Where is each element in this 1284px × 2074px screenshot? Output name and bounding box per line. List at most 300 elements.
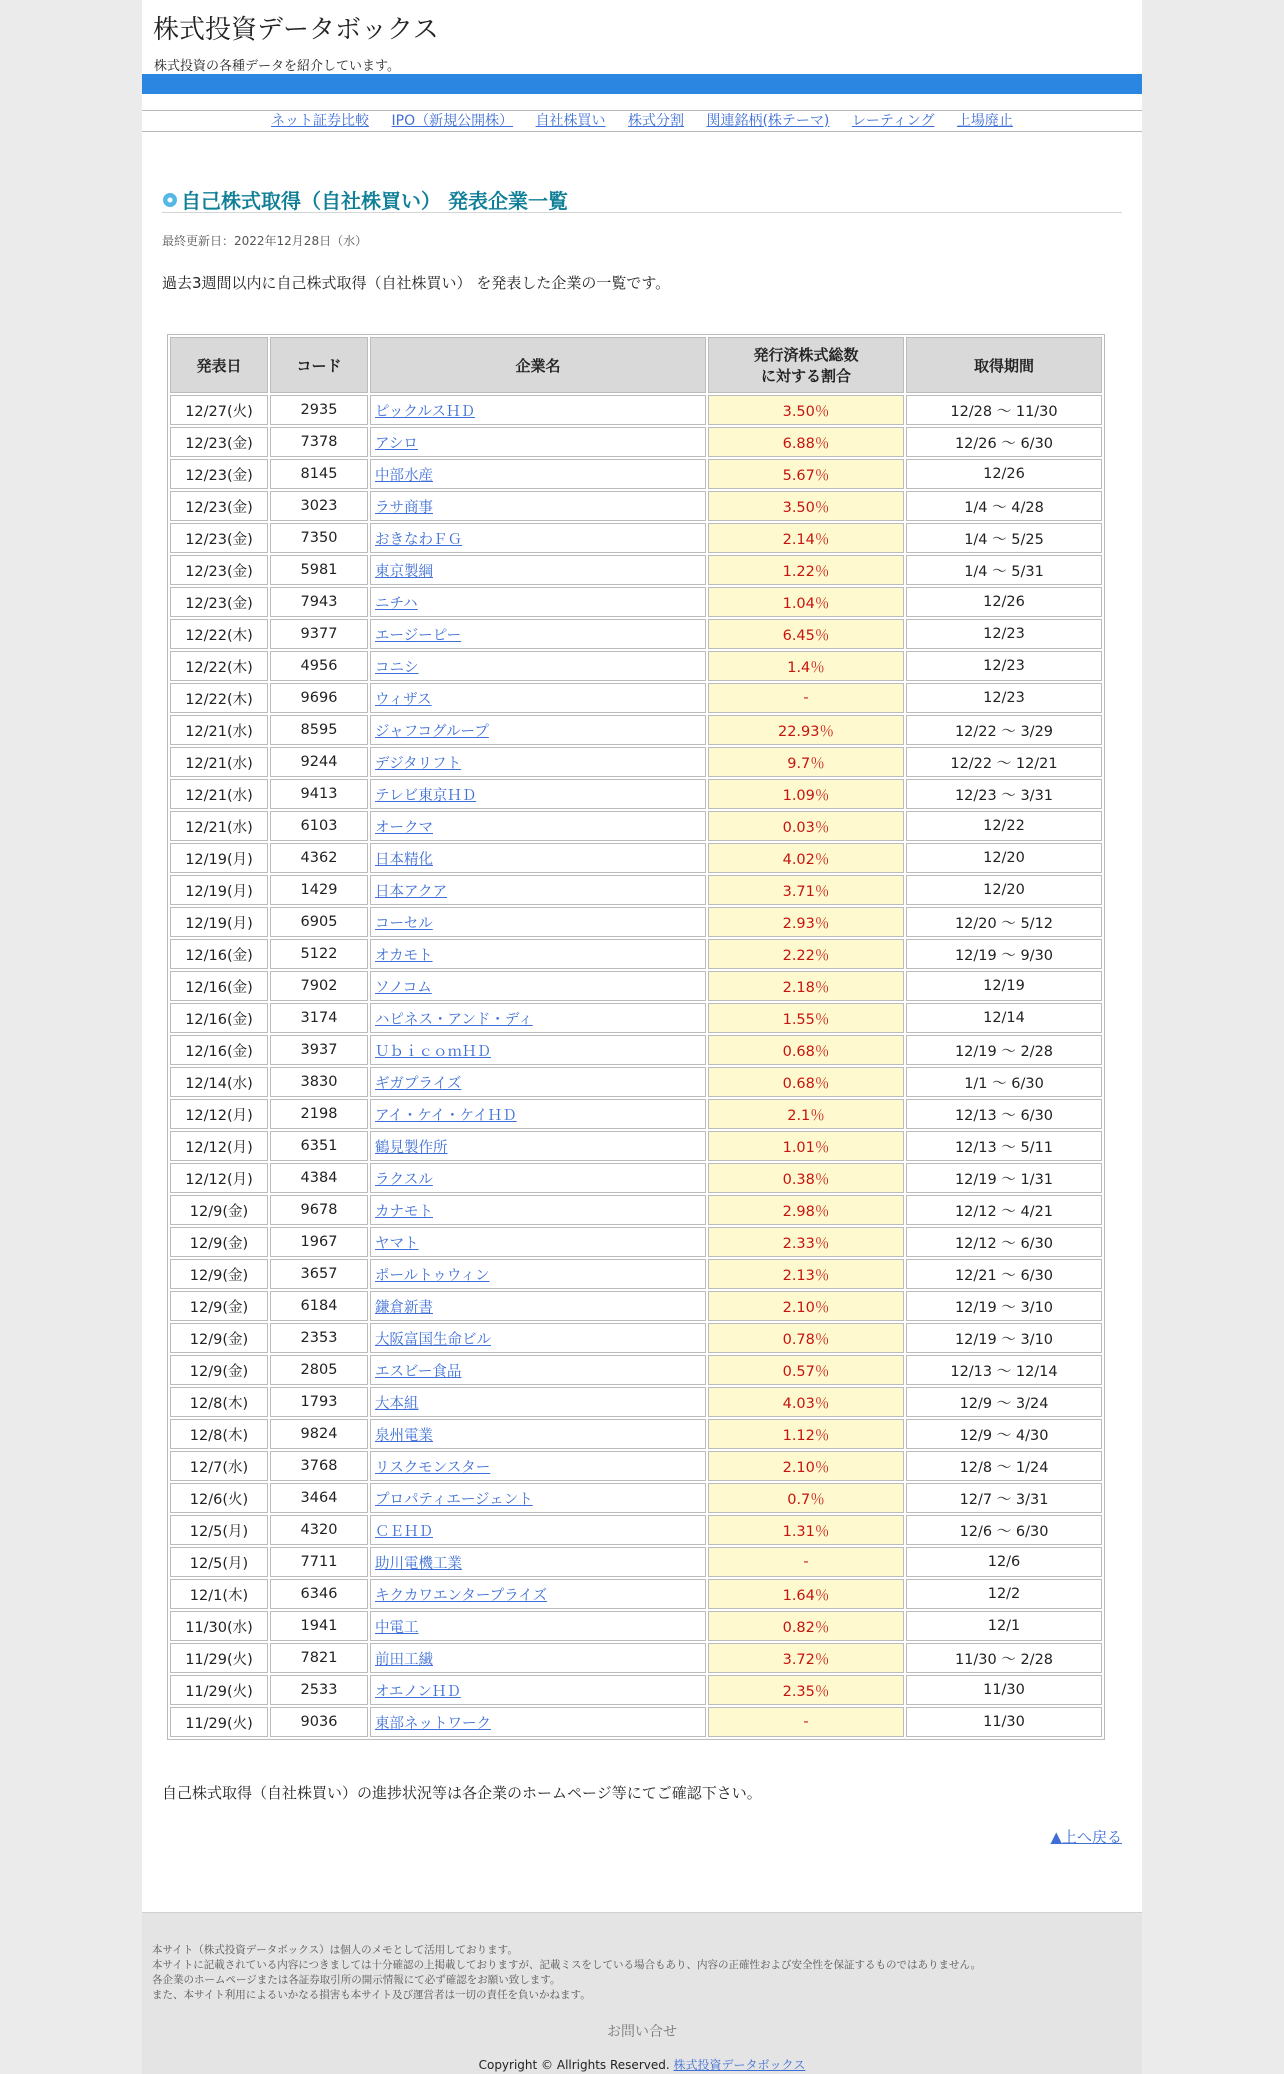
- cell-ratio: 0.03％: [708, 811, 904, 841]
- cell-company: [370, 1163, 706, 1193]
- cell-code: 9036: [270, 1707, 368, 1737]
- cell-code: 3830: [270, 1067, 368, 1097]
- disclaimer-line: 各企業のホームページまたは各証券取引所の開示情報にて必ず確認をお願い致します。: [152, 1974, 561, 1986]
- cell-company: [370, 587, 706, 617]
- company-link[interactable]: コニシ: [375, 659, 419, 676]
- page-container: [142, 0, 1142, 2073]
- cell-ratio: 2.35％: [708, 1675, 904, 1705]
- cell-period: 12/22 ～ 3/29: [906, 715, 1102, 745]
- table-row: [170, 1003, 1102, 1033]
- cell-period: 12/9 ～ 3/24: [906, 1387, 1102, 1417]
- company-link[interactable]: キクカワエンタープライズ: [375, 1587, 548, 1604]
- cell-date: 12/22(木): [170, 651, 268, 681]
- cell-ratio: 1.31％: [708, 1515, 904, 1545]
- cell-code: 5122: [270, 939, 368, 969]
- col-header-ratio-line1: 発行済株式総数: [753, 346, 859, 364]
- cell-period: 12/6: [906, 1547, 1102, 1577]
- cell-code: 8595: [270, 715, 368, 745]
- cell-company: [370, 1099, 706, 1129]
- table-row: [170, 587, 1102, 617]
- global-nav: [142, 110, 1142, 132]
- cell-ratio: 2.18％: [708, 971, 904, 1001]
- cell-company: [370, 523, 706, 553]
- cell-ratio: 4.02％: [708, 843, 904, 873]
- cell-code: 6184: [270, 1291, 368, 1321]
- cell-period: 12/26: [906, 587, 1102, 617]
- cell-date: 12/23(金): [170, 427, 268, 457]
- footer: [142, 1912, 1142, 2074]
- company-link[interactable]: 東京製綱: [375, 563, 433, 580]
- cell-period: 12/20: [906, 843, 1102, 873]
- table-row: [170, 843, 1102, 873]
- cell-period: 12/13 ～ 6/30: [906, 1099, 1102, 1129]
- cell-ratio: 3.50％: [708, 395, 904, 425]
- cell-company: [370, 1131, 706, 1161]
- cell-period: 12/23: [906, 619, 1102, 649]
- company-link[interactable]: 助川電機工業: [375, 1555, 462, 1572]
- cell-company: [370, 459, 706, 489]
- cell-period: 12/13 ～ 12/14: [906, 1355, 1102, 1385]
- table-row: [170, 1611, 1102, 1641]
- cell-company: [370, 1515, 706, 1545]
- cell-code: 3174: [270, 1003, 368, 1033]
- cell-period: 12/19 ～ 3/10: [906, 1291, 1102, 1321]
- cell-period: 12/23 ～ 3/31: [906, 779, 1102, 809]
- cell-code: 2935: [270, 395, 368, 425]
- cell-period: 12/19 ～ 3/10: [906, 1323, 1102, 1353]
- table-row: [170, 1163, 1102, 1193]
- company-link[interactable]: アイ・ケイ・ケイＨＤ: [375, 1107, 517, 1124]
- nav-link-delisting[interactable]: 上場廃止: [956, 113, 1013, 129]
- company-link[interactable]: カナモト: [375, 1203, 433, 1220]
- company-link[interactable]: ラクスル: [375, 1171, 433, 1188]
- cell-company: [370, 1067, 706, 1097]
- contact-link[interactable]: お問い合せ: [607, 2024, 677, 2040]
- cell-ratio: -: [708, 1547, 904, 1577]
- cell-company: [370, 875, 706, 905]
- intro-text: 過去3週間以内に自己株式取得（自社株買い） を発表した企業の一覧です。: [162, 274, 671, 292]
- cell-code: 1429: [270, 875, 368, 905]
- cell-ratio: 2.22％: [708, 939, 904, 969]
- cell-code: 3023: [270, 491, 368, 521]
- table-row: [170, 1643, 1102, 1673]
- cell-code: 6351: [270, 1131, 368, 1161]
- cell-ratio: 2.33％: [708, 1227, 904, 1257]
- table-row: [170, 1707, 1102, 1737]
- cell-period: 12/2: [906, 1579, 1102, 1609]
- cell-date: 12/9(金): [170, 1259, 268, 1289]
- company-link[interactable]: 鶴見製作所: [375, 1139, 448, 1156]
- site-description: 株式投資の各種データを紹介しています。: [154, 59, 400, 74]
- table-row: [170, 907, 1102, 937]
- cell-date: 12/9(金): [170, 1355, 268, 1385]
- cell-date: 11/29(火): [170, 1707, 268, 1737]
- disclaimer-line: 本サイト（株式投資データボックス）は個人のメモとして活用しております。: [152, 1944, 518, 1956]
- nav-link-stock-split[interactable]: 株式分割: [628, 113, 685, 129]
- cell-date: 12/16(金): [170, 971, 268, 1001]
- cell-ratio: 2.13％: [708, 1259, 904, 1289]
- cell-date: 12/9(金): [170, 1323, 268, 1353]
- cell-company: [370, 907, 706, 937]
- cell-period: 12/9 ～ 4/30: [906, 1419, 1102, 1449]
- cell-code: 8145: [270, 459, 368, 489]
- cell-ratio: 3.50％: [708, 491, 904, 521]
- cell-ratio: 1.04％: [708, 587, 904, 617]
- col-header-company: 企業名: [370, 337, 706, 393]
- cell-ratio: 0.68％: [708, 1035, 904, 1065]
- company-link[interactable]: テレビ東京ＨＤ: [375, 787, 477, 804]
- cell-company: [370, 395, 706, 425]
- table-row: [170, 1355, 1102, 1385]
- cell-ratio: 6.88％: [708, 427, 904, 457]
- cell-code: 7902: [270, 971, 368, 1001]
- cell-period: 12/13 ～ 5/11: [906, 1131, 1102, 1161]
- cell-company: [370, 1675, 706, 1705]
- cell-ratio: 1.4％: [708, 651, 904, 681]
- cell-period: 12/22: [906, 811, 1102, 841]
- section-heading: [162, 184, 1122, 213]
- col-header-code: コード: [270, 337, 368, 393]
- cell-ratio: 22.93％: [708, 715, 904, 745]
- cell-ratio: 0.68％: [708, 1067, 904, 1097]
- table-row: [170, 875, 1102, 905]
- cell-code: 3464: [270, 1483, 368, 1513]
- cell-code: 2533: [270, 1675, 368, 1705]
- cell-date: 12/9(金): [170, 1227, 268, 1257]
- cell-code: 9244: [270, 747, 368, 777]
- cell-ratio: 2.10％: [708, 1291, 904, 1321]
- cell-company: [370, 1611, 706, 1641]
- cell-company: [370, 1355, 706, 1385]
- cell-company: [370, 1035, 706, 1065]
- buyback-table-container: [167, 334, 1105, 1740]
- cell-company: [370, 971, 706, 1001]
- cell-period: 12/19 ～ 1/31: [906, 1163, 1102, 1193]
- cell-code: 9377: [270, 619, 368, 649]
- cell-company: [370, 1483, 706, 1513]
- company-link[interactable]: オークマ: [375, 819, 433, 836]
- cell-company: [370, 1419, 706, 1449]
- company-link[interactable]: オカモト: [375, 947, 433, 964]
- cell-date: 12/22(木): [170, 683, 268, 713]
- cell-period: 1/4 ～ 5/31: [906, 555, 1102, 585]
- nav-link-online-brokers[interactable]: ネット証券比較: [271, 113, 370, 129]
- page-title: 自己株式取得（自社株買い） 発表企業一覧: [181, 189, 568, 213]
- cell-date: 12/19(月): [170, 843, 268, 873]
- company-link[interactable]: デジタリフト: [375, 755, 462, 772]
- site-title[interactable]: 株式投資データボックス: [153, 15, 439, 45]
- table-row: [170, 1579, 1102, 1609]
- cell-code: 9824: [270, 1419, 368, 1449]
- table-row: [170, 619, 1102, 649]
- bullet-circle-icon: [163, 193, 177, 207]
- cell-period: 11/30: [906, 1707, 1102, 1737]
- cell-period: 11/30: [906, 1675, 1102, 1705]
- table-row: [170, 779, 1102, 809]
- cell-company: [370, 747, 706, 777]
- last-updated: 最終更新日：2022年12月28日（水）: [162, 234, 368, 248]
- cell-ratio: 5.67％: [708, 459, 904, 489]
- cell-ratio: 0.38％: [708, 1163, 904, 1193]
- col-header-ratio: [708, 337, 904, 393]
- cell-code: 3937: [270, 1035, 368, 1065]
- company-link[interactable]: エスビー食品: [375, 1363, 462, 1380]
- cell-period: 12/12 ～ 4/21: [906, 1195, 1102, 1225]
- cell-company: [370, 1707, 706, 1737]
- cell-company: [370, 1195, 706, 1225]
- table-row: [170, 1067, 1102, 1097]
- company-link[interactable]: ソノコム: [375, 979, 432, 996]
- cell-date: 12/6(火): [170, 1483, 268, 1513]
- cell-date: 12/5(月): [170, 1547, 268, 1577]
- cell-date: 12/5(月): [170, 1515, 268, 1545]
- cell-company: [370, 1003, 706, 1033]
- cell-code: 9696: [270, 683, 368, 713]
- cell-company: [370, 619, 706, 649]
- company-link[interactable]: オエノンＨＤ: [375, 1683, 461, 1700]
- company-link[interactable]: ポールトゥウィン: [375, 1267, 490, 1284]
- table-row: [170, 651, 1102, 681]
- table-row: [170, 683, 1102, 713]
- cell-date: 12/9(金): [170, 1291, 268, 1321]
- cell-ratio: 1.64％: [708, 1579, 904, 1609]
- cell-date: 11/30(水): [170, 1611, 268, 1641]
- company-link[interactable]: 東部ネットワーク: [375, 1715, 491, 1732]
- cell-code: 6905: [270, 907, 368, 937]
- cell-company: [370, 843, 706, 873]
- cell-ratio: 2.14％: [708, 523, 904, 553]
- disclaimer-line: 本サイトに記載されている内容につきましては十分確認の上掲載しておりますが、記載ミスをしている場合もあり、内容の正確性および安全性を保証するものではありません。: [152, 1959, 982, 1971]
- cell-period: 1/4 ～ 4/28: [906, 491, 1102, 521]
- company-link[interactable]: ピックルスＨＤ: [375, 403, 476, 420]
- cell-period: 12/8 ～ 1/24: [906, 1451, 1102, 1481]
- cell-date: 12/16(金): [170, 939, 268, 969]
- company-link[interactable]: 中電工: [375, 1619, 419, 1636]
- cell-code: 2198: [270, 1099, 368, 1129]
- cell-date: 11/29(火): [170, 1675, 268, 1705]
- cell-period: 12/19: [906, 971, 1102, 1001]
- copyright-site-link[interactable]: 株式投資データボックス: [673, 2058, 806, 2072]
- cell-date: 12/9(金): [170, 1195, 268, 1225]
- cell-ratio: -: [708, 683, 904, 713]
- company-link[interactable]: おきなわＦＧ: [375, 531, 462, 548]
- cell-code: 9678: [270, 1195, 368, 1225]
- cell-date: 12/8(木): [170, 1387, 268, 1417]
- table-row: [170, 1451, 1102, 1481]
- cell-date: 12/19(月): [170, 875, 268, 905]
- company-link[interactable]: ギガプライズ: [375, 1075, 462, 1092]
- cell-period: 12/12 ～ 6/30: [906, 1227, 1102, 1257]
- cell-date: 12/22(木): [170, 619, 268, 649]
- company-link[interactable]: 泉州電業: [375, 1427, 433, 1444]
- table-row: [170, 1515, 1102, 1545]
- cell-code: 7350: [270, 523, 368, 553]
- cell-code: 3657: [270, 1259, 368, 1289]
- cell-period: 12/26 ～ 6/30: [906, 427, 1102, 457]
- table-row: [170, 459, 1102, 489]
- cell-ratio: 6.45％: [708, 619, 904, 649]
- cell-period: 12/26: [906, 459, 1102, 489]
- table-row: [170, 1387, 1102, 1417]
- table-row: [170, 1483, 1102, 1513]
- company-link[interactable]: 日本アクア: [375, 883, 448, 900]
- cell-date: 12/21(水): [170, 747, 268, 777]
- cell-date: 12/1(木): [170, 1579, 268, 1609]
- table-row: [170, 491, 1102, 521]
- cell-company: [370, 1387, 706, 1417]
- cell-code: 7378: [270, 427, 368, 457]
- cell-ratio: 4.03％: [708, 1387, 904, 1417]
- cell-period: 12/14: [906, 1003, 1102, 1033]
- company-link[interactable]: 大阪富国生命ビル: [375, 1331, 491, 1348]
- cell-period: 12/22 ～ 12/21: [906, 747, 1102, 777]
- buyback-table: [167, 334, 1105, 1740]
- cell-company: [370, 427, 706, 457]
- company-link[interactable]: ウィザス: [375, 691, 432, 708]
- company-link[interactable]: 日本精化: [375, 851, 433, 868]
- nav-link-rating[interactable]: レーティング: [851, 113, 935, 129]
- cell-period: 12/19 ～ 2/28: [906, 1035, 1102, 1065]
- company-link[interactable]: ハピネス・アンド・ディ: [375, 1011, 533, 1028]
- cell-code: 9413: [270, 779, 368, 809]
- cell-code: 5981: [270, 555, 368, 585]
- cell-company: [370, 491, 706, 521]
- company-link[interactable]: リスクモンスター: [375, 1459, 491, 1476]
- company-link[interactable]: ジャフコグループ: [375, 723, 489, 740]
- table-row: [170, 395, 1102, 425]
- cell-company: [370, 1259, 706, 1289]
- cell-code: 2353: [270, 1323, 368, 1353]
- cell-date: 12/21(水): [170, 811, 268, 841]
- cell-ratio: 1.12％: [708, 1419, 904, 1449]
- cell-date: 12/12(月): [170, 1131, 268, 1161]
- table-row: [170, 1131, 1102, 1161]
- cell-code: 1793: [270, 1387, 368, 1417]
- cell-code: 1967: [270, 1227, 368, 1257]
- company-link[interactable]: 中部水産: [375, 467, 433, 484]
- back-to-top-link[interactable]: ▲上へ戻る: [1050, 1828, 1122, 1846]
- cell-code: 4320: [270, 1515, 368, 1545]
- cell-company: [370, 1227, 706, 1257]
- cell-ratio: 0.78％: [708, 1323, 904, 1353]
- table-row: [170, 1675, 1102, 1705]
- cell-code: 7943: [270, 587, 368, 617]
- cell-period: 12/23: [906, 683, 1102, 713]
- cell-date: 12/23(金): [170, 555, 268, 585]
- table-row: [170, 939, 1102, 969]
- disclaimer-line: また、本サイト利用によるいかなる損害も本サイト及び運営者は一切の責任を負いかねます。: [152, 1989, 591, 2001]
- table-row: [170, 1323, 1102, 1353]
- cell-ratio: 2.98％: [708, 1195, 904, 1225]
- cell-date: 11/29(火): [170, 1643, 268, 1673]
- cell-period: 12/28 ～ 11/30: [906, 395, 1102, 425]
- table-row: [170, 427, 1102, 457]
- cell-period: 12/20: [906, 875, 1102, 905]
- cell-company: [370, 683, 706, 713]
- table-row: [170, 1291, 1102, 1321]
- nav-link-buyback[interactable]: 自社株買い: [535, 113, 606, 129]
- header-bar: [142, 74, 1142, 94]
- company-link[interactable]: プロパティエージェント: [375, 1491, 533, 1508]
- disclaimer: [152, 1943, 981, 2003]
- cell-ratio: -: [708, 1707, 904, 1737]
- cell-period: 12/19 ～ 9/30: [906, 939, 1102, 969]
- cell-ratio: 9.7％: [708, 747, 904, 777]
- cell-date: 12/23(金): [170, 587, 268, 617]
- nav-link-theme-stocks[interactable]: 関連銘柄(株テーマ): [706, 113, 830, 129]
- company-link[interactable]: ＵｂｉｃｏｍＨＤ: [375, 1043, 491, 1060]
- cell-ratio: 2.93％: [708, 907, 904, 937]
- cell-code: 3768: [270, 1451, 368, 1481]
- company-link[interactable]: アシロ: [375, 435, 418, 452]
- company-link[interactable]: ニチハ: [375, 595, 418, 612]
- table-row: [170, 1419, 1102, 1449]
- col-header-date: 発表日: [170, 337, 268, 393]
- table-row: [170, 523, 1102, 553]
- cell-company: [370, 651, 706, 681]
- cell-date: 12/16(金): [170, 1035, 268, 1065]
- cell-company: [370, 1323, 706, 1353]
- cell-period: 1/1 ～ 6/30: [906, 1067, 1102, 1097]
- cell-date: 12/12(月): [170, 1099, 268, 1129]
- cell-ratio: 2.10％: [708, 1451, 904, 1481]
- cell-ratio: 3.72％: [708, 1643, 904, 1673]
- table-row: [170, 1099, 1102, 1129]
- cell-company: [370, 1547, 706, 1577]
- company-link[interactable]: 大本組: [375, 1395, 419, 1412]
- company-link[interactable]: コーセル: [375, 915, 433, 932]
- cell-ratio: 3.71％: [708, 875, 904, 905]
- company-link[interactable]: 前田工繊: [375, 1651, 433, 1668]
- table-row: [170, 1195, 1102, 1225]
- cell-date: 12/19(月): [170, 907, 268, 937]
- cell-date: 12/14(水): [170, 1067, 268, 1097]
- cell-date: 12/7(水): [170, 1451, 268, 1481]
- cell-date: 12/23(金): [170, 523, 268, 553]
- company-link[interactable]: ラサ商事: [375, 499, 433, 516]
- company-link[interactable]: ヤマト: [375, 1235, 419, 1252]
- cell-period: 1/4 ～ 5/25: [906, 523, 1102, 553]
- cell-code: 6346: [270, 1579, 368, 1609]
- cell-company: [370, 1451, 706, 1481]
- cell-code: 7711: [270, 1547, 368, 1577]
- cell-date: 12/27(火): [170, 395, 268, 425]
- col-header-ratio-line2: に対する割合: [760, 367, 851, 385]
- col-header-period: 取得期間: [906, 337, 1102, 393]
- nav-link-ipo[interactable]: IPO（新規公開株）: [391, 113, 514, 129]
- cell-date: 12/16(金): [170, 1003, 268, 1033]
- company-link[interactable]: エージーピー: [375, 627, 462, 644]
- cell-company: [370, 939, 706, 969]
- cell-period: 12/6 ～ 6/30: [906, 1515, 1102, 1545]
- cell-code: 1941: [270, 1611, 368, 1641]
- cell-company: [370, 1291, 706, 1321]
- cell-company: [370, 779, 706, 809]
- company-link[interactable]: ＣＥＨＤ: [375, 1523, 433, 1540]
- cell-code: 4362: [270, 843, 368, 873]
- cell-period: 12/1: [906, 1611, 1102, 1641]
- cell-ratio: 0.7％: [708, 1483, 904, 1513]
- cell-code: 7821: [270, 1643, 368, 1673]
- company-link[interactable]: 鎌倉新書: [375, 1299, 433, 1316]
- cell-company: [370, 811, 706, 841]
- cell-ratio: 1.01％: [708, 1131, 904, 1161]
- table-row: [170, 1259, 1102, 1289]
- table-row: [170, 715, 1102, 745]
- cell-period: 12/21 ～ 6/30: [906, 1259, 1102, 1289]
- cell-ratio: 0.82％: [708, 1611, 904, 1641]
- table-row: [170, 555, 1102, 585]
